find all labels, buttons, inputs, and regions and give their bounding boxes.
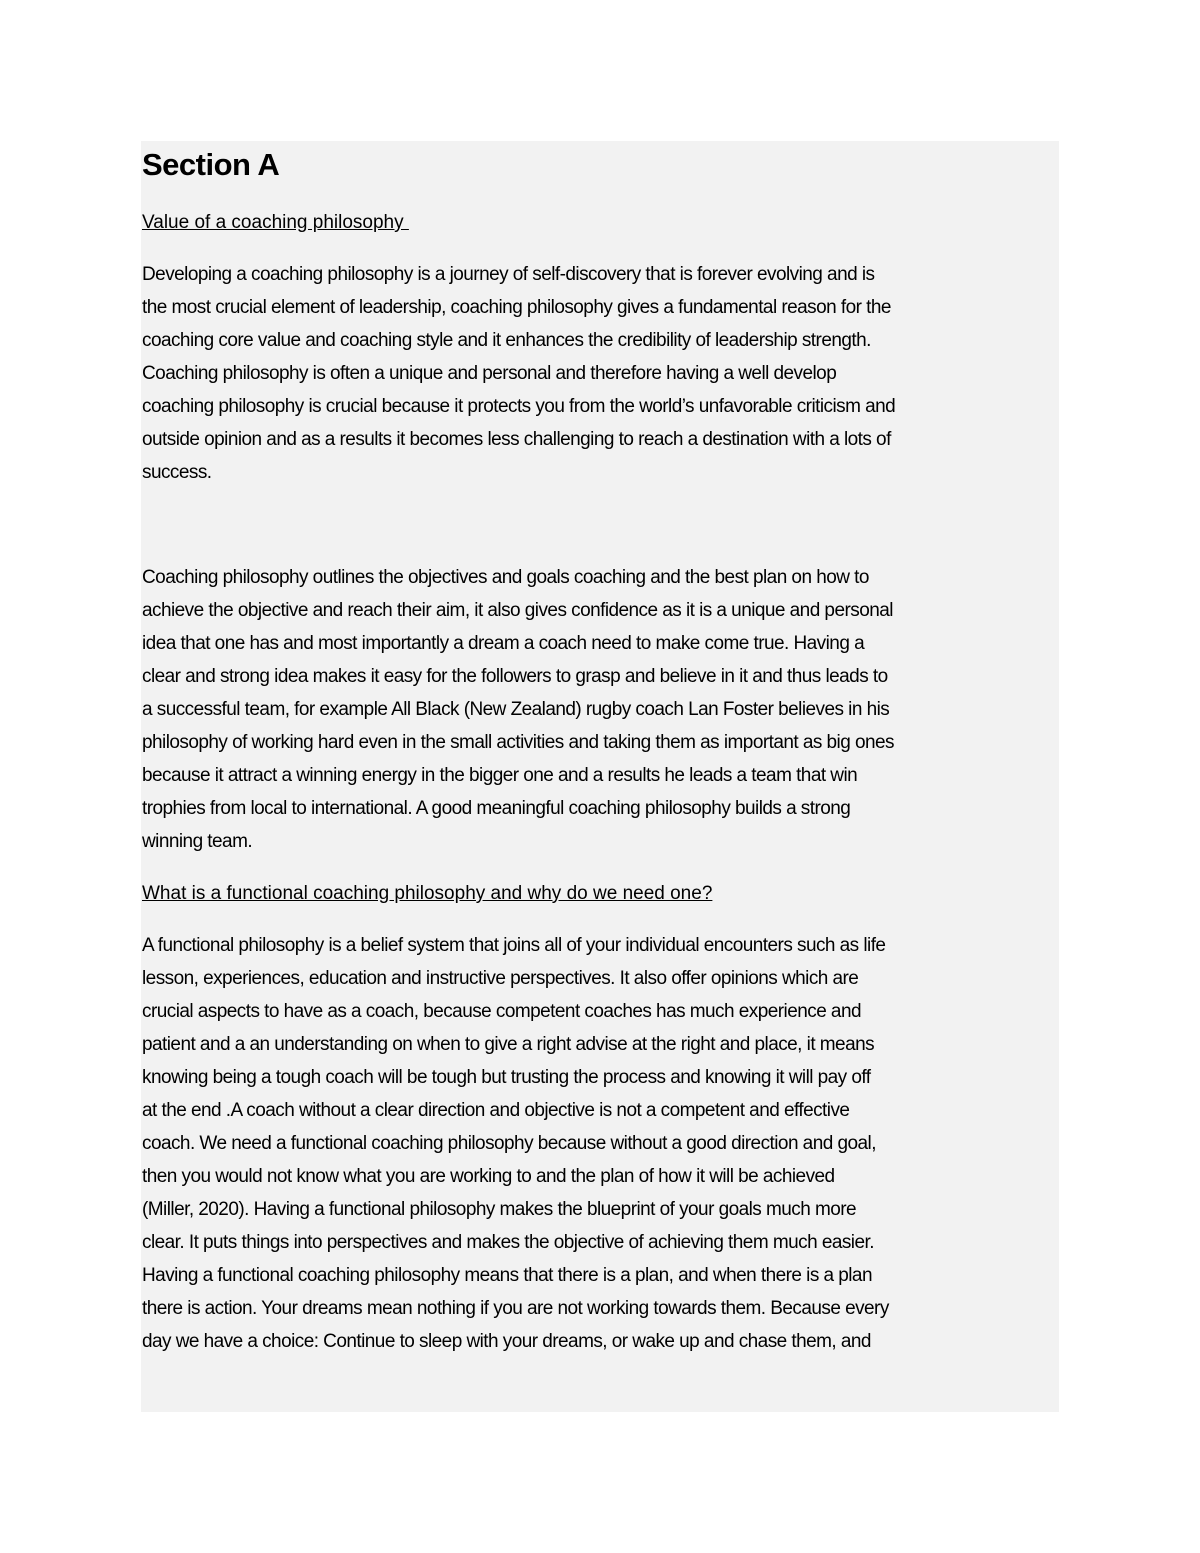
paragraph-line: Having a functional coaching philosophy means that there is a plan, and when there is a plan bbox=[142, 1265, 872, 1286]
paragraph-line: lesson, experiences, education and instructive perspectives. It also offer opinions which are bbox=[142, 968, 859, 989]
paragraph-line: philosophy of working hard even in the small activities and taking them as important as big ones bbox=[142, 732, 894, 753]
paragraph-line: coach. We need a functional coaching philosophy because without a good direction and goal, bbox=[142, 1133, 876, 1154]
paragraph-line: coaching core value and coaching style and it enhances the credibility of leadership strength. bbox=[142, 330, 871, 351]
paragraph-line: Developing a coaching philosophy is a journey of self-discovery that is forever evolving and is bbox=[142, 264, 875, 285]
paragraph-1 bbox=[142, 258, 1060, 489]
paragraph-line: at the end .A coach without a clear direction and objective is not a competent and effective bbox=[142, 1100, 850, 1121]
paragraph-line: idea that one has and most importantly a dream a coach need to make come true. Having a bbox=[142, 633, 865, 654]
paragraph-line: Coaching philosophy outlines the objectives and goals coaching and the best plan on how to bbox=[142, 567, 869, 588]
paragraph-line: A functional philosophy is a belief system that joins all of your individual encounters such as life bbox=[142, 935, 886, 956]
paragraph-line: clear. It puts things into perspectives and makes the objective of achieving them much easier. bbox=[142, 1232, 874, 1253]
paragraph-line: knowing being a tough coach will be tough but trusting the process and knowing it will pay off bbox=[142, 1067, 871, 1088]
heading-functional-coaching-philosophy: What is a functional coaching philosophy and why do we need one? bbox=[142, 883, 713, 904]
section-title: Section A bbox=[142, 147, 280, 182]
document-body bbox=[142, 146, 1060, 1358]
paragraph-2 bbox=[142, 561, 1060, 858]
paragraph-line: Coaching philosophy is often a unique and personal and therefore having a well develop bbox=[142, 363, 837, 384]
paragraph-line: clear and strong idea makes it easy for the followers to grasp and believe in it and thus leads to bbox=[142, 666, 888, 687]
heading-value-of-coaching-philosophy: Value of a coaching philosophy bbox=[142, 212, 409, 233]
paragraph-line: success. bbox=[142, 462, 212, 483]
paragraph-line: winning team. bbox=[142, 831, 253, 852]
paragraph-line: then you would not know what you are working to and the plan of how it will be achieved bbox=[142, 1166, 835, 1187]
paragraph-line: coaching philosophy is crucial because it protects you from the world’s unfavorable criticism and bbox=[142, 396, 896, 417]
paragraph-line: crucial aspects to have as a coach, because competent coaches has much experience and bbox=[142, 1001, 861, 1022]
paragraph-line: (Miller, 2020). Having a functional philosophy makes the blueprint of your goals much more bbox=[142, 1199, 857, 1220]
paragraph-line: because it attract a winning energy in the bigger one and a results he leads a team that win bbox=[142, 765, 858, 786]
paragraph-line: a successful team, for example All Black (New Zealand) rugby coach Lan Foster believes in his bbox=[142, 699, 890, 720]
paragraph-line: achieve the objective and reach their aim, it also gives confidence as it is a unique and personal bbox=[142, 600, 893, 621]
paragraph-line: there is action. Your dreams mean nothing if you are not working towards them. Because every bbox=[142, 1298, 889, 1319]
paragraph-line: outside opinion and as a results it becomes less challenging to reach a destination with a lots of bbox=[142, 429, 891, 450]
paragraph-line: day we have a choice: Continue to sleep with your dreams, or wake up and chase them, and bbox=[142, 1331, 871, 1352]
paragraph-line: the most crucial element of leadership, coaching philosophy gives a fundamental reason for the bbox=[142, 297, 891, 318]
paragraph-line: patient and a an understanding on when to give a right advise at the right and place, it means bbox=[142, 1034, 875, 1055]
paragraph-3 bbox=[142, 929, 1060, 1358]
paragraph-line: trophies from local to international. A good meaningful coaching philosophy builds a strong bbox=[142, 798, 851, 819]
